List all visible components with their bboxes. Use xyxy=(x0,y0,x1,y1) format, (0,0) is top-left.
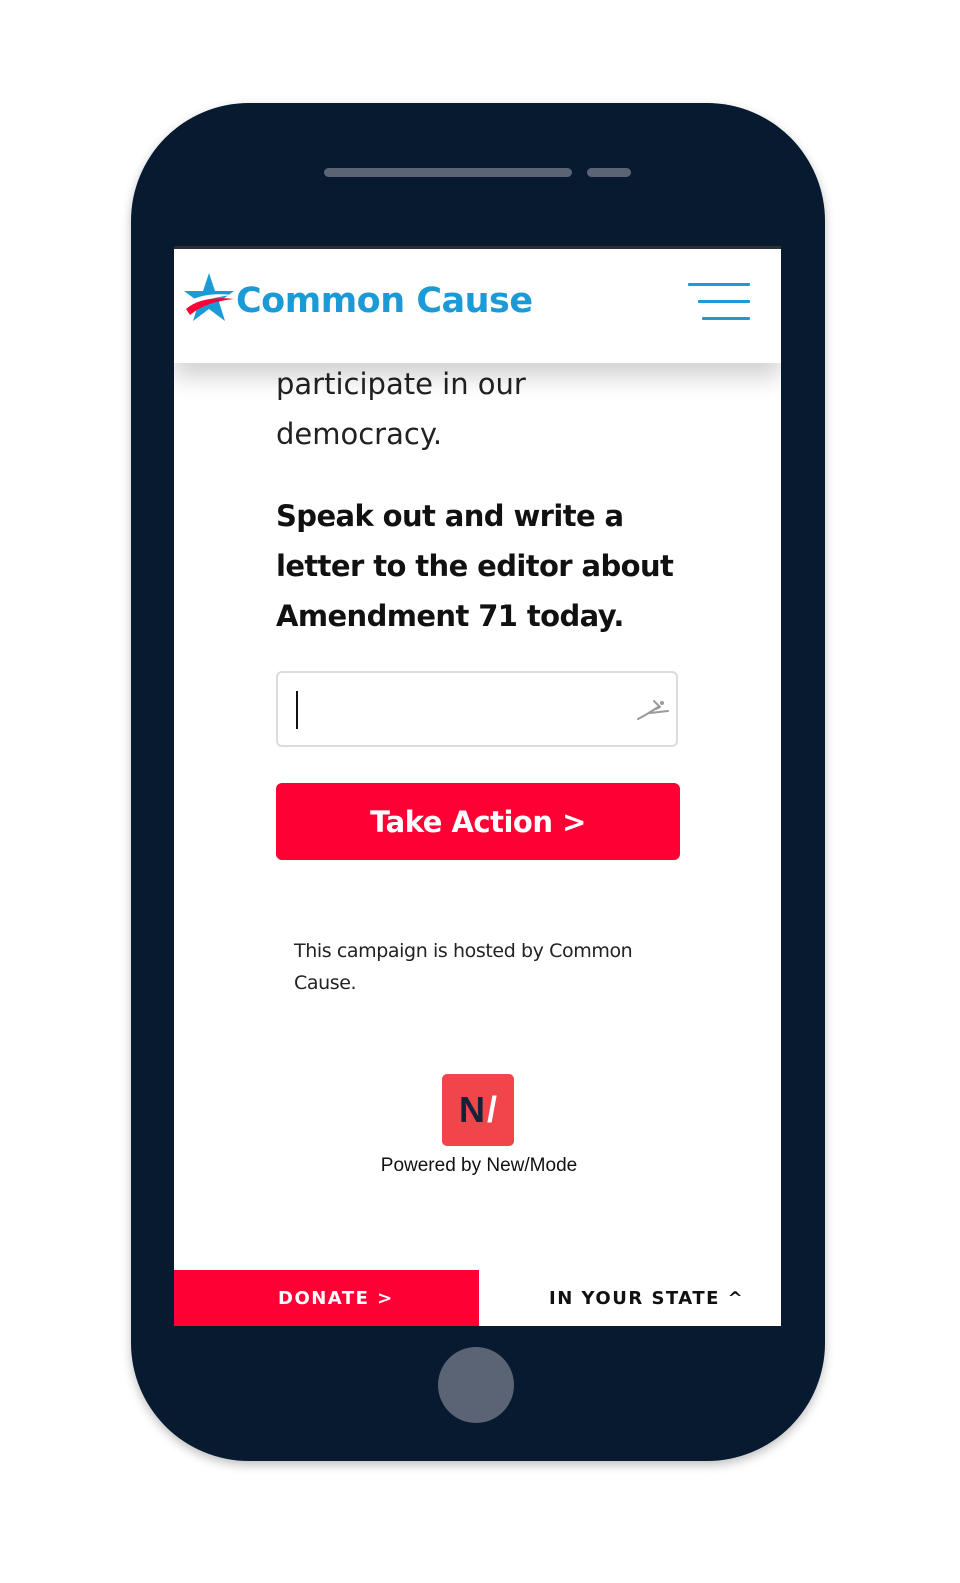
phone-speaker xyxy=(324,168,572,177)
intro-line: participate in our xyxy=(276,367,526,401)
headline-line: Speak out and write a xyxy=(276,499,624,533)
hosted-by-text xyxy=(294,935,654,999)
intro-line: democracy. xyxy=(276,417,443,451)
intro-text xyxy=(276,359,696,459)
phone-screen xyxy=(174,246,781,1326)
hosted-line: This campaign is hosted by Common xyxy=(294,940,633,962)
in-your-state-label: IN YOUR STATE ^ xyxy=(549,1287,745,1309)
newmode-logo-slash: / xyxy=(486,1089,497,1130)
donate-label: DONATE > xyxy=(278,1287,394,1309)
logo-text: Common Cause xyxy=(236,281,533,321)
powered-by-text: Powered by New/Mode xyxy=(380,1155,578,1176)
call-to-action-headline xyxy=(276,491,706,641)
common-cause-logo[interactable] xyxy=(182,271,533,325)
phone-sensor xyxy=(587,168,631,177)
newmode-logo[interactable] xyxy=(442,1074,514,1146)
in-your-state-button[interactable] xyxy=(479,1270,781,1326)
text-caret xyxy=(296,691,298,729)
phone-home-button[interactable] xyxy=(438,1347,514,1423)
site-header xyxy=(174,249,781,363)
autofill-icon[interactable] xyxy=(634,695,672,725)
text-input[interactable] xyxy=(294,687,628,733)
hamburger-menu-icon[interactable] xyxy=(688,283,750,325)
text-input-field[interactable] xyxy=(276,671,678,747)
main-content xyxy=(276,359,696,641)
headline-line: Amendment 71 today. xyxy=(276,599,624,633)
donate-button[interactable] xyxy=(174,1270,479,1326)
headline-line: letter to the editor about xyxy=(276,549,674,583)
hosted-line: Cause. xyxy=(294,972,357,994)
newmode-logo-n: N xyxy=(458,1089,485,1130)
phone-frame xyxy=(131,103,825,1461)
star-logo-icon xyxy=(182,271,236,325)
take-action-button[interactable]: Take Action > xyxy=(276,783,680,860)
